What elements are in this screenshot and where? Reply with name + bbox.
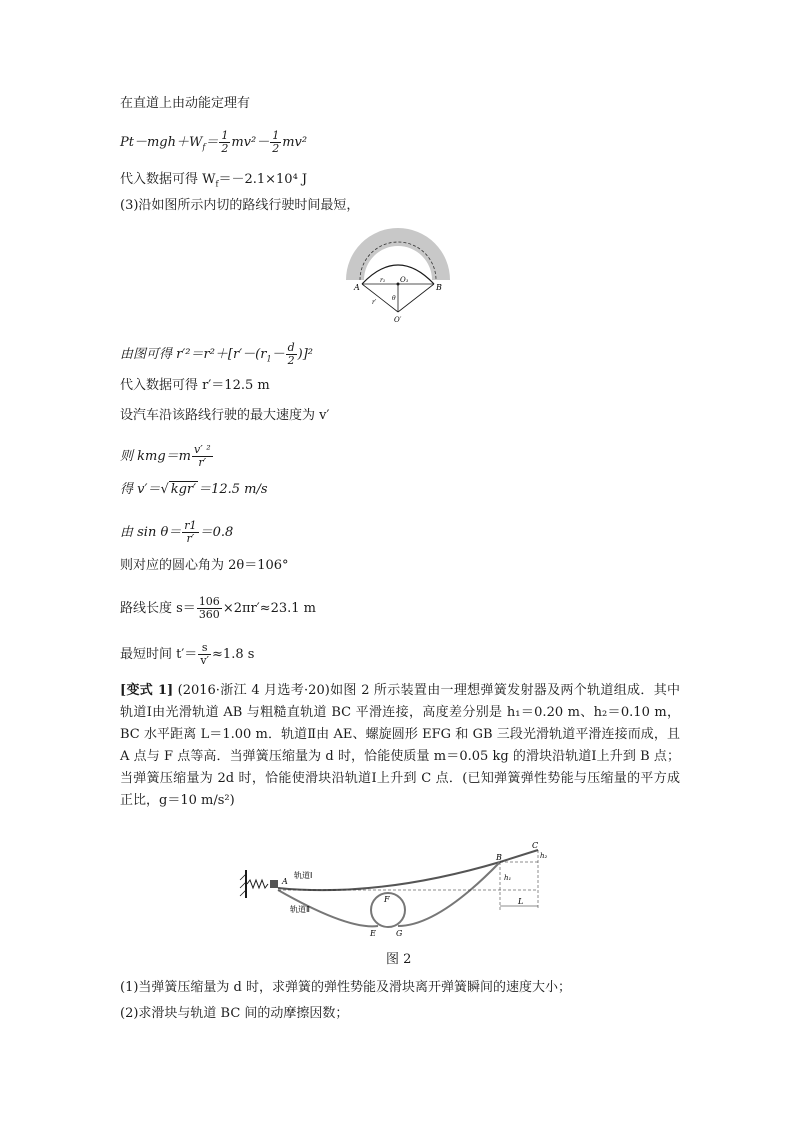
eq-part: ＝ — [205, 135, 219, 150]
fraction-num: 1 — [272, 129, 280, 142]
eq-part: 最短时间 t′＝ — [120, 647, 198, 662]
track-bc — [500, 850, 538, 862]
radius-line — [398, 284, 434, 312]
eq-part: ＝12.5 m/s — [198, 482, 268, 497]
eq-part: Pt－mgh＋W — [120, 135, 203, 150]
text-part: 代入数据可得 W — [120, 172, 216, 187]
label-o2: O′ — [394, 316, 402, 324]
fraction-num: 106 — [198, 595, 220, 608]
track-2-gb — [398, 862, 500, 926]
eq-part: ≈1.8 s — [212, 647, 255, 662]
label-g: G — [396, 929, 403, 938]
eq-part: 由 sin θ＝ — [120, 525, 182, 540]
fraction-num: 1 — [221, 129, 229, 142]
equation-energy — [120, 130, 307, 156]
label-theta: θ — [392, 295, 396, 302]
equation-radius — [120, 342, 313, 368]
eq-part: 得 v′＝ — [120, 482, 161, 497]
fraction — [270, 130, 281, 155]
eq-part: ×2πr′≈23.1 m — [222, 601, 316, 616]
text-line — [120, 172, 307, 193]
label-c: C — [532, 841, 539, 850]
equation-length — [120, 596, 316, 621]
sqrt-body: kgr′ — [170, 482, 197, 497]
fraction-den: 2 — [272, 142, 280, 155]
label-a: A — [354, 283, 360, 292]
fraction-den: 2 — [221, 142, 229, 155]
fraction — [197, 596, 222, 621]
question-1: (1)当弹簧压缩量为 d 时，求弹簧的弹性势能及滑块离开弹簧瞬间的速度大小； — [120, 980, 572, 995]
label-b: B — [496, 853, 502, 862]
eq-part: mv²－ — [231, 135, 270, 150]
eq-sub: 1 — [266, 354, 272, 364]
fraction-num: r1 — [184, 519, 197, 532]
variant-text: (2016·浙江 4 月选考·20)如图 2 所示装置由一理想弹簧发射器及两个轨道组成．其中轨道Ⅰ由光滑轨道 AB 与粗糙直轨道 BC 平滑连接，高度差分别是 h₁＝0.20 m、h₂＝0.10 m，BC 水平距离 L＝1.00 m．轨道Ⅱ由 AE、螺旋圆形 EFG 和 GB 三段光滑轨道平滑连接而成，且 A 点与 F 点等高．当弹簧压缩量为 d 时，恰能使质量 m＝0.05 kg 的滑块沿轨道Ⅰ上升到 B 点；当弹簧压缩量为 2d 时，恰能使滑块沿轨道Ⅰ上升到 C 点．(已知弹簧弹性势能与压缩量的平方成正比，g＝10 m/s²) — [120, 683, 681, 808]
label-track-2: 轨道Ⅱ — [290, 905, 310, 914]
label-r1: r₁ — [380, 277, 386, 284]
fraction-num: s — [198, 642, 211, 655]
figure-caption: 图 2 — [386, 952, 412, 967]
slider-block — [270, 880, 278, 888]
label-r: r′ — [372, 299, 377, 306]
fraction-den: v′ — [200, 654, 210, 667]
text-line: 在直道上由动能定理有 — [120, 96, 251, 111]
fraction-den: 2 — [287, 354, 295, 367]
equation-time — [120, 642, 254, 667]
label-h1: h₁ — [504, 874, 512, 882]
equation-friction — [120, 444, 214, 469]
equation-sine — [120, 520, 233, 545]
road-band — [346, 228, 450, 280]
variant-tag: [变式 1] — [120, 683, 174, 698]
fraction-num: d — [287, 341, 295, 354]
fraction — [198, 642, 211, 667]
label-track-1: 轨道Ⅰ — [294, 871, 313, 880]
label-h2: h₂ — [540, 852, 548, 860]
eq-part: 路线长度 s＝ — [120, 601, 196, 616]
eq-part: )]² — [297, 347, 313, 362]
text-part: ＝－2.1×10⁴ J — [218, 172, 308, 187]
label-f: F — [384, 895, 390, 904]
label-b: B — [436, 283, 442, 292]
fraction — [219, 130, 230, 155]
fraction-den: 360 — [198, 608, 220, 621]
text-line: 则对应的圆心角为 2θ＝106° — [120, 558, 289, 573]
fraction-den: r′ — [186, 532, 195, 545]
label-e: E — [370, 929, 376, 938]
label-a: A — [282, 877, 288, 886]
eq-part: － — [271, 347, 285, 362]
label-l: L — [518, 897, 524, 906]
spring — [247, 880, 268, 888]
fraction-num: v′ ² — [194, 443, 211, 456]
figure-road-diagram — [340, 228, 456, 324]
equation-speed: 得 v′＝√ kgr′ ＝12.5 m/s — [120, 482, 268, 497]
text-line: 设汽车沿该路线行驶的最大速度为 v′ — [120, 408, 330, 423]
text-sub: f — [215, 179, 219, 189]
eq-part: 则 kmg＝m — [120, 449, 191, 464]
label-o1: O₁ — [400, 276, 409, 284]
fraction — [182, 520, 198, 545]
eq-part: mv² — [282, 135, 308, 150]
variant-problem — [120, 680, 680, 812]
fraction — [192, 444, 213, 469]
eq-part: ＝0.8 — [199, 525, 234, 540]
eq-part: 由图可得 r′²＝r²＋[r′－(r — [120, 347, 267, 362]
eq-sub: f — [202, 142, 206, 152]
fraction — [286, 342, 297, 367]
figure-track-diagram — [238, 840, 558, 938]
question-2: (2)求滑块与轨道 BC 间的动摩擦因数； — [120, 1006, 349, 1021]
text-line: (3)沿如图所示内切的路线行驶时间最短， — [120, 198, 360, 213]
fraction-den: r′ — [198, 456, 207, 469]
shortest-route-arc — [362, 265, 434, 284]
text-line: 代入数据可得 r′＝12.5 m — [120, 378, 270, 393]
